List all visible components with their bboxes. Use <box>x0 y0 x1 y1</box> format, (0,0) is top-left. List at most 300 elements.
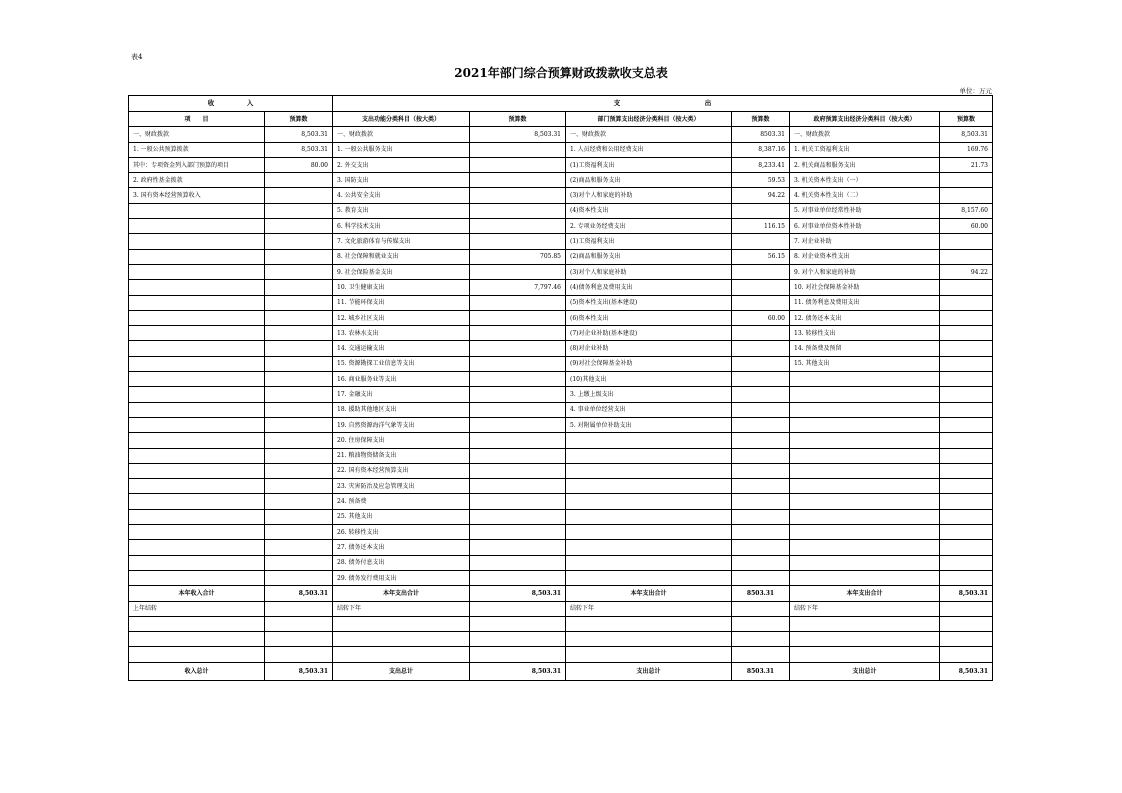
item-label-cell: (6)资本性支出 <box>566 310 732 325</box>
budget-amount-cell: 8503.31 <box>732 127 790 142</box>
budget-amount-cell: 7,797.46 <box>470 280 566 295</box>
item-label-cell <box>566 555 732 570</box>
item-label-cell: 4. 事业单位经营支出 <box>566 402 732 417</box>
table-row <box>129 173 993 188</box>
budget-amount-cell <box>470 494 566 509</box>
empty-cell <box>129 647 265 662</box>
table-row <box>129 448 993 463</box>
item-label-cell <box>129 417 265 432</box>
item-label-cell: 12. 城乡社区支出 <box>333 310 470 325</box>
budget-amount-cell: 8,503.31 <box>470 586 566 601</box>
item-label-cell: 上年结转 <box>129 601 265 616</box>
item-label-cell: (9)对社会保障基金补助 <box>566 356 732 371</box>
item-label-cell: 22. 国有资本经营预算支出 <box>333 463 470 478</box>
budget-amount-cell: 116.15 <box>732 219 790 234</box>
budget-amount-cell <box>265 417 333 432</box>
item-label-cell: (10)其他支出 <box>566 372 732 387</box>
item-label-cell: 11. 节能环保支出 <box>333 295 470 310</box>
item-label-cell: 本年支出合计 <box>566 586 732 601</box>
item-label-cell: 9. 对个人和家庭的补助 <box>790 264 940 279</box>
item-label-cell: 15. 其他支出 <box>790 356 940 371</box>
item-label-cell: 13. 农林水支出 <box>333 326 470 341</box>
budget-amount-cell <box>470 509 566 524</box>
table-row <box>129 494 993 509</box>
item-label-cell <box>790 479 940 494</box>
table-row <box>129 310 993 325</box>
budget-amount-cell <box>470 555 566 570</box>
item-label-cell: 本年支出合计 <box>333 586 470 601</box>
table-row <box>129 387 993 402</box>
budget-amount-cell <box>732 372 790 387</box>
item-label-cell: 2. 外交支出 <box>333 157 470 172</box>
empty-cell <box>129 632 265 647</box>
budget-amount-cell <box>470 402 566 417</box>
item-label-cell <box>566 509 732 524</box>
item-label-cell: 3. 机关资本性支出（一） <box>790 173 940 188</box>
item-label-cell: 其中：专项资金列入部门预算的项目 <box>129 157 265 172</box>
grand-total-row <box>129 662 993 680</box>
table-row <box>129 509 993 524</box>
budget-amount-cell: 59.53 <box>732 173 790 188</box>
empty-cell <box>470 647 566 662</box>
item-label-cell: 5. 教育支出 <box>333 203 470 218</box>
budget-amount-cell <box>732 509 790 524</box>
carry-over-row <box>129 601 993 616</box>
item-label-cell: 一、财政拨款 <box>129 127 265 142</box>
item-label-cell <box>790 372 940 387</box>
table-row <box>129 417 993 432</box>
table-row <box>129 479 993 494</box>
item-label-cell: 24. 预备费 <box>333 494 470 509</box>
table-row <box>129 203 993 218</box>
table-row <box>129 295 993 310</box>
item-label-cell: 1. 一般公共预算拨款 <box>129 142 265 157</box>
budget-amount-cell <box>940 433 993 448</box>
item-label-cell: 结转下年 <box>566 601 732 616</box>
item-label-cell: 15. 资源勘探工业信息等支出 <box>333 356 470 371</box>
item-label-cell: 本年收入合计 <box>129 586 265 601</box>
item-label-cell: 3. 国有资本经营预算收入 <box>129 188 265 203</box>
item-label-cell <box>790 509 940 524</box>
item-label-cell <box>790 433 940 448</box>
item-label-cell <box>790 525 940 540</box>
item-label-cell: 7. 文化旅游体育与传媒支出 <box>333 234 470 249</box>
item-label-cell <box>129 372 265 387</box>
budget-amount-cell <box>732 540 790 555</box>
item-label-cell <box>129 249 265 264</box>
item-label-cell: 8. 对企业资本性支出 <box>790 249 940 264</box>
item-label-cell: 19. 自然资源海洋气象等支出 <box>333 417 470 432</box>
item-label-cell: 2. 机关商品和服务支出 <box>790 157 940 172</box>
item-label-cell: 10. 对社会保障基金补助 <box>790 280 940 295</box>
item-label-cell <box>129 310 265 325</box>
item-label-cell: 25. 其他支出 <box>333 509 470 524</box>
budget-amount-cell <box>940 479 993 494</box>
item-label-cell <box>566 433 732 448</box>
budget-amount-cell <box>265 494 333 509</box>
empty-cell <box>790 616 940 631</box>
col-header-gov-econ: 政府预算支出经济分类科目（按大类） <box>790 112 940 127</box>
item-label-cell <box>129 264 265 279</box>
budget-amount-cell <box>265 310 333 325</box>
budget-amount-cell <box>470 203 566 218</box>
item-label-cell: 23. 灾害防治及应急管理支出 <box>333 479 470 494</box>
budget-amount-cell: 8,503.31 <box>940 127 993 142</box>
empty-cell <box>732 616 790 631</box>
table-row <box>129 372 993 387</box>
item-label-cell <box>566 479 732 494</box>
item-label-cell <box>566 463 732 478</box>
table-row <box>129 540 993 555</box>
item-label-cell: 13. 转移性支出 <box>790 326 940 341</box>
budget-amount-cell <box>470 540 566 555</box>
budget-amount-cell <box>940 234 993 249</box>
empty-cell <box>470 616 566 631</box>
budget-amount-cell <box>470 264 566 279</box>
budget-amount-cell <box>470 234 566 249</box>
item-label-cell: 一、财政拨款 <box>790 127 940 142</box>
budget-amount-cell: 56.15 <box>732 249 790 264</box>
budget-amount-cell <box>265 387 333 402</box>
table-row <box>129 142 993 157</box>
item-label-cell: 21. 粮油物资储备支出 <box>333 448 470 463</box>
table-row <box>129 188 993 203</box>
table-row <box>129 555 993 570</box>
budget-table <box>128 95 993 681</box>
budget-amount-cell <box>732 525 790 540</box>
blank-row <box>129 616 993 631</box>
item-label-cell: (8)对企业补助 <box>566 341 732 356</box>
item-label-cell <box>129 402 265 417</box>
item-label-cell: 17. 金融支出 <box>333 387 470 402</box>
item-label-cell <box>129 326 265 341</box>
item-label-cell: 1. 一般公共服务支出 <box>333 142 470 157</box>
item-label-cell <box>790 494 940 509</box>
item-label-cell: 12. 债务还本支出 <box>790 310 940 325</box>
budget-amount-cell <box>470 372 566 387</box>
budget-amount-cell <box>732 280 790 295</box>
budget-amount-cell <box>265 525 333 540</box>
budget-amount-cell <box>470 295 566 310</box>
budget-amount-cell: 94.22 <box>732 188 790 203</box>
blank-row <box>129 632 993 647</box>
item-label-cell <box>129 356 265 371</box>
item-label-cell <box>129 219 265 234</box>
budget-amount-cell: 8,503.31 <box>470 127 566 142</box>
budget-amount-cell: 705.85 <box>470 249 566 264</box>
item-label-cell <box>566 570 732 585</box>
item-label-cell: 26. 转移性支出 <box>333 525 470 540</box>
item-label-cell: 一、财政拨款 <box>566 127 732 142</box>
budget-amount-cell <box>470 356 566 371</box>
item-label-cell <box>566 540 732 555</box>
item-label-cell <box>129 525 265 540</box>
budget-amount-cell <box>265 280 333 295</box>
budget-amount-cell <box>470 310 566 325</box>
item-label-cell <box>566 525 732 540</box>
budget-amount-cell <box>940 540 993 555</box>
budget-amount-cell <box>470 601 566 616</box>
item-label-cell: 18. 援助其他地区支出 <box>333 402 470 417</box>
item-label-cell <box>129 234 265 249</box>
budget-amount-cell: 8503.31 <box>732 586 790 601</box>
budget-amount-cell <box>732 555 790 570</box>
budget-amount-cell <box>940 509 993 524</box>
item-label-cell: 14. 交通运输支出 <box>333 341 470 356</box>
item-label-cell <box>129 570 265 585</box>
table-row <box>129 433 993 448</box>
expense-group-header: 支 出 <box>333 96 993 112</box>
empty-cell <box>333 647 470 662</box>
income-group-header: 收 入 <box>129 96 333 112</box>
budget-amount-cell <box>470 570 566 585</box>
item-label-cell: 14. 预备费及预留 <box>790 341 940 356</box>
empty-cell <box>940 647 993 662</box>
item-label-cell <box>790 570 940 585</box>
item-label-cell: 10. 卫生健康支出 <box>333 280 470 295</box>
budget-amount-cell <box>732 433 790 448</box>
budget-amount-cell: 8,503.31 <box>940 662 993 680</box>
item-label-cell <box>129 448 265 463</box>
item-label-cell: 一、财政拨款 <box>333 127 470 142</box>
budget-amount-cell <box>265 341 333 356</box>
budget-amount-cell <box>265 219 333 234</box>
budget-amount-cell <box>470 417 566 432</box>
item-label-cell <box>129 433 265 448</box>
budget-amount-cell <box>732 264 790 279</box>
budget-amount-cell: 8,503.31 <box>470 662 566 680</box>
budget-amount-cell <box>732 570 790 585</box>
item-label-cell <box>129 295 265 310</box>
budget-amount-cell: 80.00 <box>265 157 333 172</box>
item-label-cell: 16. 商业服务业等支出 <box>333 372 470 387</box>
item-label-cell: 8. 社会保障和就业支出 <box>333 249 470 264</box>
item-label-cell: (2)商品和服务支出 <box>566 173 732 188</box>
budget-amount-cell <box>940 417 993 432</box>
item-label-cell: (2)商品和服务支出 <box>566 249 732 264</box>
budget-amount-cell <box>265 203 333 218</box>
table-row <box>129 234 993 249</box>
item-label-cell: (1)工资福利支出 <box>566 234 732 249</box>
budget-amount-cell: 8503.31 <box>732 662 790 680</box>
budget-amount-cell: 94.22 <box>940 264 993 279</box>
budget-amount-cell <box>470 188 566 203</box>
empty-cell <box>265 616 333 631</box>
item-label-cell: 1. 机关工资福利支出 <box>790 142 940 157</box>
budget-amount-cell <box>470 157 566 172</box>
budget-amount-cell <box>940 525 993 540</box>
item-label-cell: 5. 对附属单位补助支出 <box>566 417 732 432</box>
empty-cell <box>790 647 940 662</box>
item-label-cell: 9. 社会保险基金支出 <box>333 264 470 279</box>
budget-amount-cell <box>940 463 993 478</box>
budget-amount-cell: 8,233.41 <box>732 157 790 172</box>
empty-cell <box>333 616 470 631</box>
empty-cell <box>129 616 265 631</box>
item-label-cell <box>790 555 940 570</box>
budget-amount-cell: 8,157.60 <box>940 203 993 218</box>
budget-amount-cell <box>940 341 993 356</box>
item-label-cell <box>566 448 732 463</box>
item-label-cell: 20. 住房保障支出 <box>333 433 470 448</box>
empty-cell <box>470 632 566 647</box>
empty-cell <box>566 632 732 647</box>
item-label-cell: (4)资本性支出 <box>566 203 732 218</box>
budget-amount-cell <box>940 402 993 417</box>
budget-amount-cell <box>265 601 333 616</box>
budget-amount-cell <box>940 188 993 203</box>
budget-amount-cell <box>265 173 333 188</box>
item-label-cell: (1)工资福利支出 <box>566 157 732 172</box>
item-label-cell <box>790 417 940 432</box>
col-header-dept-econ: 部门预算支出经济分类科目（按大类） <box>566 112 732 127</box>
item-label-cell <box>566 494 732 509</box>
item-label-cell <box>129 280 265 295</box>
col-header-budget: 预算数 <box>940 112 993 127</box>
table-row <box>129 570 993 585</box>
item-label-cell: 6. 对事业单位资本性补助 <box>790 219 940 234</box>
page-title: 2021年部门综合预算财政拨款收支总表 <box>454 66 668 80</box>
budget-amount-cell: 21.73 <box>940 157 993 172</box>
col-header-budget: 预算数 <box>732 112 790 127</box>
table-row <box>129 326 993 341</box>
col-header-func: 支出功能分类科目（按大类） <box>333 112 470 127</box>
item-label-cell <box>790 387 940 402</box>
item-label-cell <box>129 555 265 570</box>
budget-amount-cell <box>940 249 993 264</box>
empty-cell <box>566 647 732 662</box>
budget-amount-cell <box>470 173 566 188</box>
col-header-budget: 预算数 <box>265 112 333 127</box>
item-label-cell <box>790 463 940 478</box>
budget-amount-cell <box>265 540 333 555</box>
budget-amount-cell <box>732 494 790 509</box>
budget-amount-cell <box>265 234 333 249</box>
item-label-cell: 11. 债务利息及费用支出 <box>790 295 940 310</box>
budget-amount-cell <box>265 509 333 524</box>
budget-amount-cell <box>265 555 333 570</box>
item-label-cell <box>129 341 265 356</box>
item-label-cell: (5)资本性支出(基本建设) <box>566 295 732 310</box>
budget-amount-cell <box>732 463 790 478</box>
item-label-cell: 本年支出合计 <box>790 586 940 601</box>
budget-amount-cell <box>265 249 333 264</box>
empty-cell <box>265 647 333 662</box>
budget-amount-cell: 169.76 <box>940 142 993 157</box>
col-header-item: 项 目 <box>129 112 265 127</box>
item-label-cell: (3)对个人和家庭的补助 <box>566 188 732 203</box>
item-label-cell: 支出总计 <box>790 662 940 680</box>
budget-amount-cell <box>732 295 790 310</box>
budget-amount-cell <box>940 173 993 188</box>
budget-amount-cell: 8,503.31 <box>940 586 993 601</box>
budget-amount-cell <box>265 326 333 341</box>
budget-amount-cell <box>940 295 993 310</box>
budget-amount-cell <box>940 601 993 616</box>
item-label-cell: 4. 公共安全支出 <box>333 188 470 203</box>
blank-row <box>129 647 993 662</box>
budget-amount-cell <box>265 356 333 371</box>
col-header-budget: 预算数 <box>470 112 566 127</box>
budget-amount-cell <box>265 295 333 310</box>
budget-amount-cell: 8,387.16 <box>732 142 790 157</box>
budget-amount-cell <box>732 387 790 402</box>
item-label-cell: 5. 对事业单位经常性补助 <box>790 203 940 218</box>
empty-cell <box>732 632 790 647</box>
item-label-cell: 支出总计 <box>333 662 470 680</box>
item-label-cell: 2. 专项业务经费支出 <box>566 219 732 234</box>
empty-cell <box>265 632 333 647</box>
budget-amount-cell: 60.00 <box>732 310 790 325</box>
item-label-cell: 29. 债务发行费用支出 <box>333 570 470 585</box>
budget-amount-cell <box>732 326 790 341</box>
empty-cell <box>790 632 940 647</box>
budget-amount-cell: 8,503.31 <box>265 142 333 157</box>
budget-amount-cell <box>470 433 566 448</box>
budget-amount-cell <box>940 310 993 325</box>
item-label-cell: 结转下年 <box>790 601 940 616</box>
empty-cell <box>940 616 993 631</box>
item-label-cell <box>129 203 265 218</box>
budget-amount-cell <box>265 463 333 478</box>
item-label-cell: 27. 债务还本支出 <box>333 540 470 555</box>
budget-amount-cell <box>940 555 993 570</box>
item-label-cell: 3. 国防支出 <box>333 173 470 188</box>
item-label-cell: (4)债务利息及费用支出 <box>566 280 732 295</box>
budget-amount-cell <box>265 448 333 463</box>
budget-amount-cell: 8,503.31 <box>265 662 333 680</box>
budget-amount-cell <box>470 463 566 478</box>
budget-amount-cell <box>470 326 566 341</box>
budget-amount-cell <box>470 479 566 494</box>
item-label-cell: 2. 政府性基金拨款 <box>129 173 265 188</box>
table-row <box>129 249 993 264</box>
budget-amount-cell <box>732 417 790 432</box>
item-label-cell: 3. 上缴上级支出 <box>566 387 732 402</box>
year-total-row <box>129 586 993 601</box>
item-label-cell <box>790 402 940 417</box>
budget-amount-cell <box>940 448 993 463</box>
budget-amount-cell: 8,503.31 <box>265 586 333 601</box>
budget-amount-cell <box>732 448 790 463</box>
budget-amount-cell <box>940 356 993 371</box>
item-label-cell <box>129 479 265 494</box>
item-label-cell <box>129 509 265 524</box>
budget-amount-cell <box>470 219 566 234</box>
item-label-cell: 4. 机关资本性支出（二） <box>790 188 940 203</box>
table-row <box>129 341 993 356</box>
empty-cell <box>566 616 732 631</box>
item-label-cell: 28. 债务付息支出 <box>333 555 470 570</box>
budget-amount-cell <box>732 341 790 356</box>
budget-amount-cell <box>940 326 993 341</box>
empty-cell <box>333 632 470 647</box>
budget-amount-cell <box>265 264 333 279</box>
budget-amount-cell <box>732 601 790 616</box>
table-row <box>129 525 993 540</box>
budget-amount-cell <box>732 479 790 494</box>
item-label-cell: 支出总计 <box>566 662 732 680</box>
budget-amount-cell <box>940 494 993 509</box>
item-label-cell <box>129 494 265 509</box>
item-label-cell: (3)对个人和家庭补助 <box>566 264 732 279</box>
empty-cell <box>732 647 790 662</box>
budget-amount-cell <box>470 142 566 157</box>
item-label-cell: (7)对企业补助(基本建设) <box>566 326 732 341</box>
budget-amount-cell <box>732 402 790 417</box>
item-label-cell <box>790 540 940 555</box>
budget-amount-cell <box>940 387 993 402</box>
